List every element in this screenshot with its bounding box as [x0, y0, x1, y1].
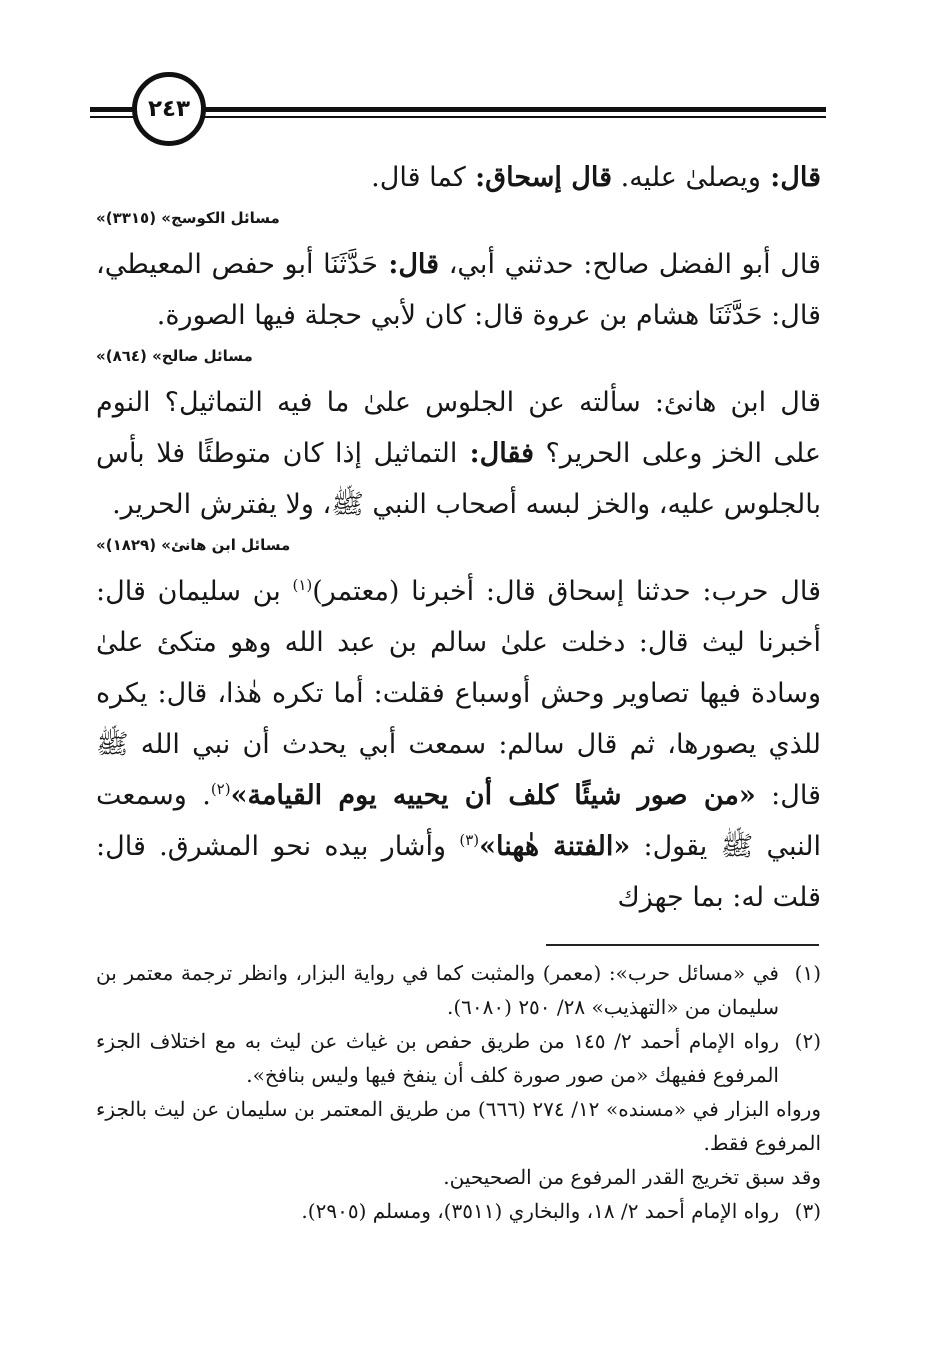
- text-segment: قال إسحاق:: [465, 162, 613, 193]
- text-segment: قال:: [760, 162, 821, 193]
- paragraph: [96, 377, 821, 530]
- footnote-2: [96, 1024, 821, 1092]
- text-segment: كما قال.: [371, 162, 466, 193]
- footnotes: [96, 956, 821, 1228]
- footnote-text: رواه الإمام أحمد ٢/ ١٨، والبخاري (٣٥١١)، ومسلم (٢٩٠٥).: [301, 1199, 779, 1223]
- text-segment: قال أبو الفضل صالح: حدثني أبي،: [439, 249, 821, 280]
- footnote-3: [96, 1194, 821, 1228]
- page-number: ٢٤٣: [132, 72, 206, 146]
- text-segment: «الفتنة هٰهنا»: [479, 831, 631, 862]
- text-segment: فقال:: [457, 438, 535, 469]
- footnote-2-continuation: ورواه البزار في «مسنده» ١٢/ ٢٧٤ (٦٦٦) من طريق المعتمر بن سليمان عن ليث بالجزء المرفوع فقط.: [96, 1097, 821, 1155]
- page-header: [90, 70, 826, 150]
- source-citation: «مسائل ابن هانئ» (١٨٢٩): [96, 536, 291, 554]
- text-segment: قال حرب: حدثنا إسحاق قال: أخبرنا (معتمر): [312, 576, 821, 607]
- paragraph: [96, 566, 821, 923]
- text-segment: التماثيل إذا كان متوطئًا فلا بأس بالجلوس عليه، والخز لبسه أصحاب النبي ﷺ، ولا يفترش الحرير.: [96, 438, 821, 520]
- text-segment: . وسمعت النبي ﷺ يقول:: [96, 780, 821, 862]
- footnote-ref[interactable]: (٢): [210, 780, 231, 798]
- footnote-text: رواه الإمام أحمد ٢/ ١٤٥ من طريق حفص بن غياث عن ليث به مع اختلاف الجزء المرفوع ففيهك «من صور صورة كلف أن ينفخ فيها وليس بنافخ».: [96, 1029, 779, 1087]
- footnote-2-note: وقد سبق تخريج القدر المرفوع من الصحيحين.: [443, 1165, 821, 1189]
- footnote-number: (٢): [794, 1029, 821, 1053]
- text-segment: حَدَّثَنَا أبو حفص المعيطي، قال: حَدَّثَنَا هشام بن عروة قال: كان لأبي حجلة فيها الصورة.: [96, 249, 821, 331]
- text-segment: «من صور شيئًا كلف أن يحييه يوم القيامة»: [230, 780, 756, 811]
- footnote-number: (١): [794, 961, 821, 985]
- footnote-ref[interactable]: (١): [292, 576, 313, 594]
- source-citation: «مسائل الكوسج» (٣٣١٥): [96, 209, 280, 227]
- footnote-text: في «مسائل حرب»: (معمر) والمثبت كما في رواية البزار، وانظر ترجمة معتمر بن سليمان من «التهذيب» ٢٨/ ٢٥٠ (٦٠٨٠).: [96, 961, 779, 1019]
- source-citation: «مسائل صالح» (٨٦٤): [96, 347, 253, 365]
- text-segment: وأشار بيده نحو المشرق. قال: قلت له: بما جهزك: [96, 831, 821, 913]
- text-segment: قال ابن هانئ: سألته عن الجلوس علىٰ ما فيه التماثيل؟ النوم على الخز وعلى الحرير؟: [96, 387, 822, 469]
- main-text: [96, 152, 821, 923]
- footnote-number: (٣): [794, 1199, 821, 1223]
- text-segment: ويصلىٰ عليه.: [612, 162, 761, 193]
- footnote-ref[interactable]: (٣): [459, 831, 480, 849]
- footnote-separator: [546, 944, 819, 946]
- paragraph: [96, 152, 821, 203]
- text-segment: بن سليمان قال: أخبرنا ليث قال: دخلت علىٰ سالم بن عبد الله وهو متكئ علىٰ وسادة فيها تصاوير وحش أوسباع فقلت: أما تكره هٰذا، قال: يكره للذي يصورها، ثم قال سالم: سمعت أبي يحدث أن نبي الله ﷺ قال:: [96, 576, 821, 811]
- paragraph: [96, 239, 821, 341]
- text-segment: قال:: [377, 249, 440, 280]
- footnote-1: [96, 956, 821, 1024]
